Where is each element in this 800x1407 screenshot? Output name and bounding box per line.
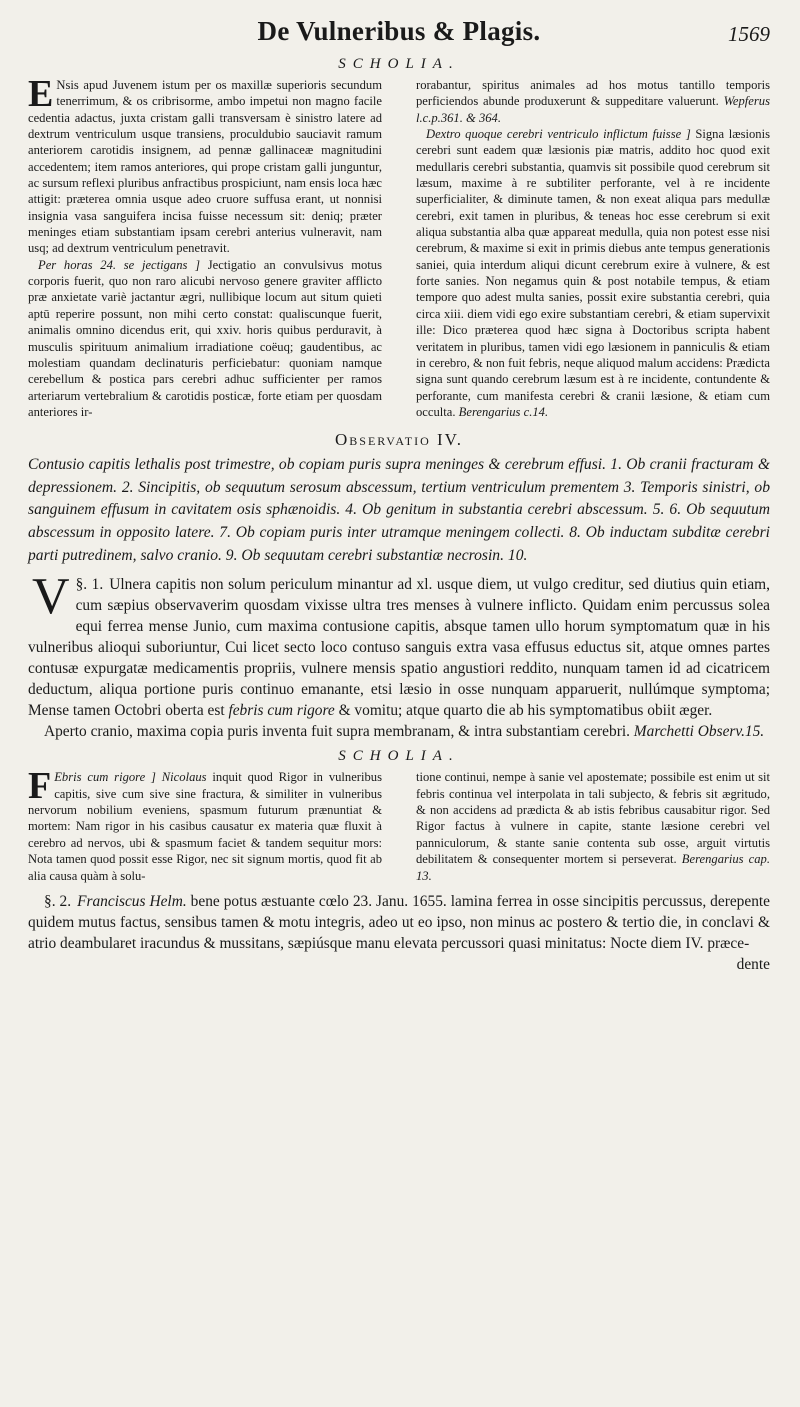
observation-body (28, 568, 770, 742)
paragraph-text: Nsis apud Juvenem istum per os maxillæ superioris secundum tenerrimum, & os cribrisorme, ambo impetui non magno facile cedentia adactus, juxta cristam galli transversam è sinistro latere ad dextrum ventriculum usque transiens, proculdubio sauciavit ramum anteriorem carotidis insignem, ad pennæ gallinaceæ magnitudini accedentem; item ramos anteriores, qui prope cristam galli junguntur, ac sursum reflexi pluribus anfractibus prospiciunt, nam ensis loca hæc attigit: præterea omnia usque adeo cruore suffusa erant, ut nonnisi insignia vasa sanguifera incisa fuisse necessum sit: deniq; præter meninges etiam substantiam ipsam cerebri anterius vulneravit, nam usq; ad dextrum ventriculum penetravit. (28, 78, 382, 256)
observation-heading: Observatio IV. (334, 430, 464, 450)
section-mark: §. 1. (75, 576, 104, 594)
running-title: De Vulneribus & Plagis. (257, 16, 541, 46)
page-number: 1569 (728, 22, 770, 46)
paragraph-text: bene potus æstuante cœlo 23. Janu. 1655. lamina ferrea in osse sincipitis percussus, derepente quidem mutus factus, sensibus tamen & motu integris, adeo ut eo ipso, non minus ac postero & tertio die, in conclavi & atrio deambularet iracundus & mussitans, sæpiúsque manu elevata percussori quasi minitatus: Nocte diem IV. præce- (28, 892, 770, 952)
scholia-columns (28, 73, 770, 420)
author-name: Nicolaus (155, 770, 207, 785)
drop-cap: E (28, 73, 54, 115)
paragraph-text: Jectigatio an convulsivus motus corporis fuerit, quo non raro alicubi nervoso genere graviter afflicto præ anxietate variè jactantur ægri, nullibique locum aut situm quieti aptū reperire possunt, non mihi certo constat: qualiscunque fuerit, animalis omnino dicendus erit, qui xxiv. horis quibus perduravit, à musculis spirituum animalium irradiatione coëuq; gaudentibus, ac molestiam quandam declinaturis perficiebatur: quoniam namque cerebellum & postica pars cerebri adhuc sufficienter per ramos arteriarum vertebralium & carotidis posticæ, forte etiam per quosdam anteriores ir- (28, 257, 382, 419)
observation-summary: Contusio capitis lethalis post trimestre, ob copiam puris supra meninges & cerebrum effusi. 1. Ob cranii fracturam & depressionem. 2. Sincipitis, ob sequutum serosum abscessum, tertium ventriculum prementem 3. Temporis sinistri, ob sanguinem effusum in cavitatem osis sphænoidis. 4. Ob genitum in substantia cerebri abscessum. 5. 6. Ob sequutum abscessum in opposito latere. 7. Ob copiam puris inter utramque meningem collecti. 8. Ob inductam subditæ cerebri parti putredinem, salvo cranio. 9. Ob sequutam cerebri substantiæ necrosin. 10. (28, 456, 770, 564)
catchword: dente (736, 955, 770, 973)
paragraph-text: tione continui, nempe à sanie vel apostemate; possibile est enim ut sit febris continua vel interpolata in tali subjecto, & febris sit ægritudo, & non accidens ad prædicta & ab istis febribus causabitur rigor. Sed Rigor factus à vulnere in capite, stante læsione cerebri vel panniculorum, & stante sanie contenta sub osse, arguit virtutis debilitatem & consequenter mortem si perseverat. (416, 770, 770, 867)
drop-cap: F (28, 765, 52, 808)
scholia-heading: SCHOLIA. (338, 56, 460, 72)
main-paragraph (28, 568, 770, 721)
citation: Wepferus l.c.p.361. & 364. (416, 94, 770, 125)
scholia-left-column (28, 73, 382, 420)
italic-phrase: febris cum rigore (228, 701, 335, 719)
paragraph-text: rorabantur, spiritus animales ad hos motus tantillo temporis perficiendos abunde produxerunt & suppeditare valuerunt. (416, 78, 770, 109)
citation: Berengarius cap. 13. (416, 852, 770, 883)
scholia-paragraph (416, 77, 770, 126)
scholia-right-column (416, 769, 770, 883)
scholia-paragraph (28, 73, 382, 257)
main-paragraph (28, 892, 770, 955)
paragraph-text: Ulnera capitis non solum periculum minantur ad xl. usque diem, ut vulgo creditur, sed diutius quin etiam, cum sæpius observaverim quosdam vixisse ultra tres menses à vulnere inflicto. Quidam enim percussus solea equi ferrea mense Junio, cum maxima contusione capitis, absque tamen ullo horum symptomatum quæ in his vulneribus alioqui suboriuntur, Cui licet secto loco contuso sanguis extra vasa effusus eductus sit, atque omnes partes contusæ expurgatæ medicamentis propriis, vulnere mensis spatio angustiori reddito, nunquam tamen id ad cicatricem deductum, aliqua portione puris continuo emanante, etsi læsio in osse nunquam apparuerit, nullúmque symptoma; Mense tamen Octobri oberta est (28, 576, 770, 719)
scholia-right-column (416, 77, 770, 420)
scholia-columns (28, 765, 770, 883)
lemma: Ebris cum rigore ] (54, 770, 156, 785)
drop-cap: V (32, 568, 70, 626)
scholia-left-column (28, 765, 382, 883)
lemma: Per horas 24. se jectigans ] (38, 257, 201, 272)
paragraph-text: Aperto cranio, maxima copia puris inventa fuit supra membranam, & intra substantiam cerebri. (44, 722, 634, 740)
scholia-paragraph (28, 257, 382, 420)
paragraph-text: Signa læsionis cerebri sunt eadem quæ læsionis piæ matris, addito hoc quod exit medullaris cerebri substantia, quamvis sit possibile quod cerebrum sit læsum, maxime à re subtiliter perforante, vel à re incidente superficialiter, & diminute tamen, & non exeat aliqua pars medullæ cerebri, exit tamen in pluribus, & teneas hoc esse cerebrum si exit aliqua substantia alba quæ appareat medulla, quia non potest esse nisi cerebrum, & maxime si exit in primis diebus ante tempus generationis saniei, quia interdum aliqui dicunt cerebrum exire à vulnere, & est forte sanies. Non negamus quin & post notabile tempus, & etiam tempore quo adest multa sanies, possit exire substantia cerebri, quia circa xiii. diem vidi ego exire substantiam cerebri, & etiam supervixit ille: Dico præterea quod hæc signa à Doctoribus scripta habent veritatem in pluribus, tamen vidi ego læsionem in panniculis & etiam in cerebro, & non fuit febris, neque aliquod malum accidens: Prædicta signa sunt quando cerebrum læsum est à re incidente, contundente & perforante, cum manifesta cerebri & cranii læsione, & etiam cum occulta. (416, 127, 770, 419)
main-paragraph (28, 722, 770, 743)
paragraph-text: & vomitu; atque quarto die ab his symptomatibus obiit æger. (334, 701, 713, 719)
scholia-paragraph (416, 769, 770, 883)
paragraph-text: inquit quod Rigor in vulneribus capitis, sive cum sive sine fractura, & similiter in vulneribus nervorum nobilium eveniens, spasmum futurum prænuntiat & mortem: Nam rigor in his casibus causatur ex materia quæ fluxit à cerebro ad nervos, ubi & spasmum faciet & tandem sequitur mors: Nota tamen quod possit esse Rigor, nec sit signum mortis, quod fit ab alia causa quàm à solu- (28, 770, 382, 883)
section-mark: §. 2. (44, 892, 72, 910)
observation-body (28, 892, 770, 975)
citation: Berengarius c.14. (455, 404, 549, 419)
running-head (28, 14, 770, 54)
lemma: Dextro quoque cerebri ventriculo inflictum fuisse ] (426, 127, 691, 142)
scholia-paragraph (28, 765, 382, 883)
scholia-heading: SCHOLIA. (338, 748, 460, 765)
citation: Marchetti Observ.15. (633, 722, 765, 740)
patient-name: Franciscus Helm. (77, 892, 187, 910)
scholia-paragraph (416, 126, 770, 420)
